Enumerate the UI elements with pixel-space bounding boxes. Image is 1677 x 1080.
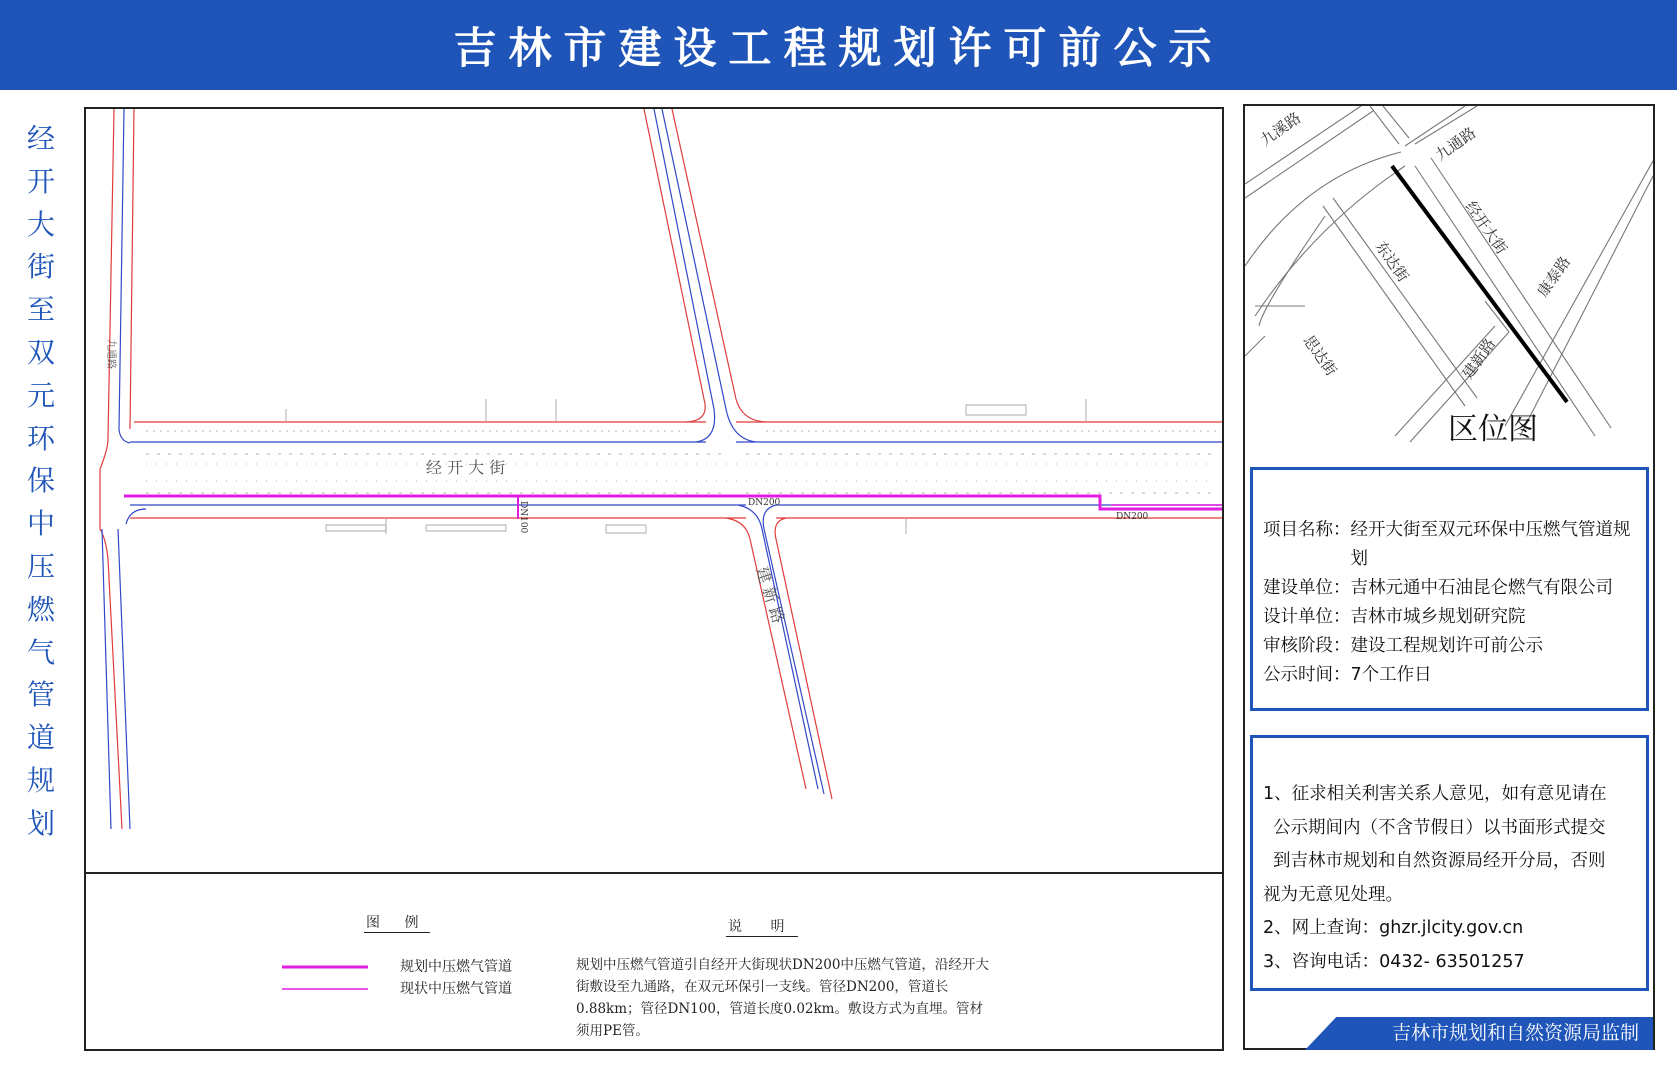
feedback-lines (1263, 778, 1638, 979)
info-value: 建设工程规划许可前公示 (1350, 636, 1543, 656)
location-map-title: 区位图 (1448, 412, 1538, 447)
feedback-panel-header (1253, 738, 1391, 772)
info-value: 吉林元通中石油昆仑燃气有限公司 (1350, 578, 1613, 598)
info-panel (1250, 467, 1649, 711)
side-title-char: 保 (26, 464, 55, 498)
info-row (1263, 603, 1640, 632)
info-row (1263, 574, 1640, 603)
planned-pipe-swatch (282, 964, 368, 970)
info-key: 建设单位： (1263, 578, 1351, 598)
legend-title: 图 例 (364, 912, 430, 933)
left-road-label: 九通路 (105, 339, 116, 369)
side-title-char: 气 (26, 635, 55, 669)
description-title: 说 明 (726, 916, 798, 937)
info-key: 设计单位： (1263, 607, 1351, 627)
side-title-char: 道 (26, 721, 55, 755)
side-title-char: 元 (26, 378, 55, 412)
side-title-char: 开 (26, 164, 55, 198)
side-title-char: 划 (26, 806, 55, 840)
info-value: 经开大街至双元环保中压燃气管道规划 (1350, 520, 1631, 569)
side-title-char: 中 (26, 507, 55, 541)
side-title-char: 街 (26, 250, 55, 284)
loc-road-dongda: 东达街 (1371, 237, 1413, 286)
feedback-line-website: 2、网上查询：ghzr.jlcity.gov.cn (1263, 918, 1524, 938)
side-title-char: 环 (26, 421, 55, 455)
info-rows (1263, 516, 1640, 690)
feedback-panel-header-text: 意见反馈： (1261, 744, 1357, 766)
header-banner (0, 0, 1677, 90)
loc-road-sida: 思达街 (1299, 331, 1341, 380)
main-street-label: 经 开 大 街 (426, 458, 506, 477)
plan-drawing (84, 107, 1224, 874)
loc-road-kangtai: 康泰路 (1533, 253, 1575, 301)
feedback-line: 到吉林市规划和自然资源局经开分局，否则 (1273, 851, 1606, 871)
info-key: 公示时间： (1263, 665, 1351, 685)
info-value: 吉林市城乡规划研究院 (1350, 607, 1526, 627)
feedback-line: 公示期间内（不含节假日）以书面形式提交 (1273, 817, 1606, 838)
info-panel-header-text: 公示信息： (1261, 476, 1357, 498)
legend-box (84, 872, 1224, 1051)
side-title-char: 燃 (26, 592, 55, 626)
legend-existing-label: 现状中压燃气管道 (400, 981, 512, 997)
feedback-line-phone: 3、咨询电话：0432- 63501257 (1263, 951, 1525, 972)
side-title (20, 118, 62, 846)
feedback-line: 1、征求相关利害关系人意见，如有意见请在 (1263, 784, 1607, 804)
legend-planned-label: 规划中压燃气管道 (400, 959, 512, 975)
side-title-char: 双 (26, 335, 55, 369)
footer-banner (1305, 1017, 1653, 1050)
description-text: 规划中压燃气管道引自经开大街现状DN200中压燃气管道，沿经开大街敷设至九通路，在双元环保引一支线。管径DN200，管道长0.88km；管径DN100，管道长度0.02km。敷设方式为直埋。管材须用PE管。 (576, 957, 989, 1039)
side-title-char: 管 (26, 678, 55, 712)
dn200-right-label: DN200 (1116, 512, 1149, 522)
loc-road-jiuxi: 九溪路 (1256, 108, 1305, 150)
info-row (1263, 516, 1640, 574)
side-title-char: 经 (26, 122, 55, 155)
side-title-char: 压 (26, 549, 55, 583)
info-value: 7个工作日 (1350, 665, 1432, 685)
loc-road-jianxin: 建新路 (1458, 335, 1500, 383)
lower-road-label: 建 新 路 (752, 564, 789, 626)
info-key: 项目名称： (1263, 520, 1351, 540)
info-row (1263, 632, 1640, 661)
info-key: 审核阶段： (1263, 636, 1351, 656)
side-title-char: 规 (26, 763, 55, 797)
plan-drawing-svg (86, 109, 1222, 872)
info-row (1263, 661, 1640, 690)
dn200-label: DN200 (748, 498, 781, 508)
info-panel-header (1253, 470, 1391, 504)
feedback-panel (1250, 735, 1649, 991)
side-title-char: 大 (26, 207, 55, 241)
location-map (1245, 106, 1653, 450)
page-title: 吉林市建设工程规划许可前公示 (453, 23, 1224, 74)
footer-text: 吉林市规划和自然资源局监制 (1391, 1022, 1639, 1044)
existing-pipe-swatch (282, 986, 368, 992)
feedback-line: 视为无意见处理。 (1263, 884, 1403, 905)
dn100-label: DN100 (518, 501, 528, 534)
side-title-char: 至 (26, 293, 55, 327)
loc-road-jingkai: 经开大街 (1461, 197, 1511, 258)
loc-road-jiutong: 九通路 (1431, 123, 1480, 165)
